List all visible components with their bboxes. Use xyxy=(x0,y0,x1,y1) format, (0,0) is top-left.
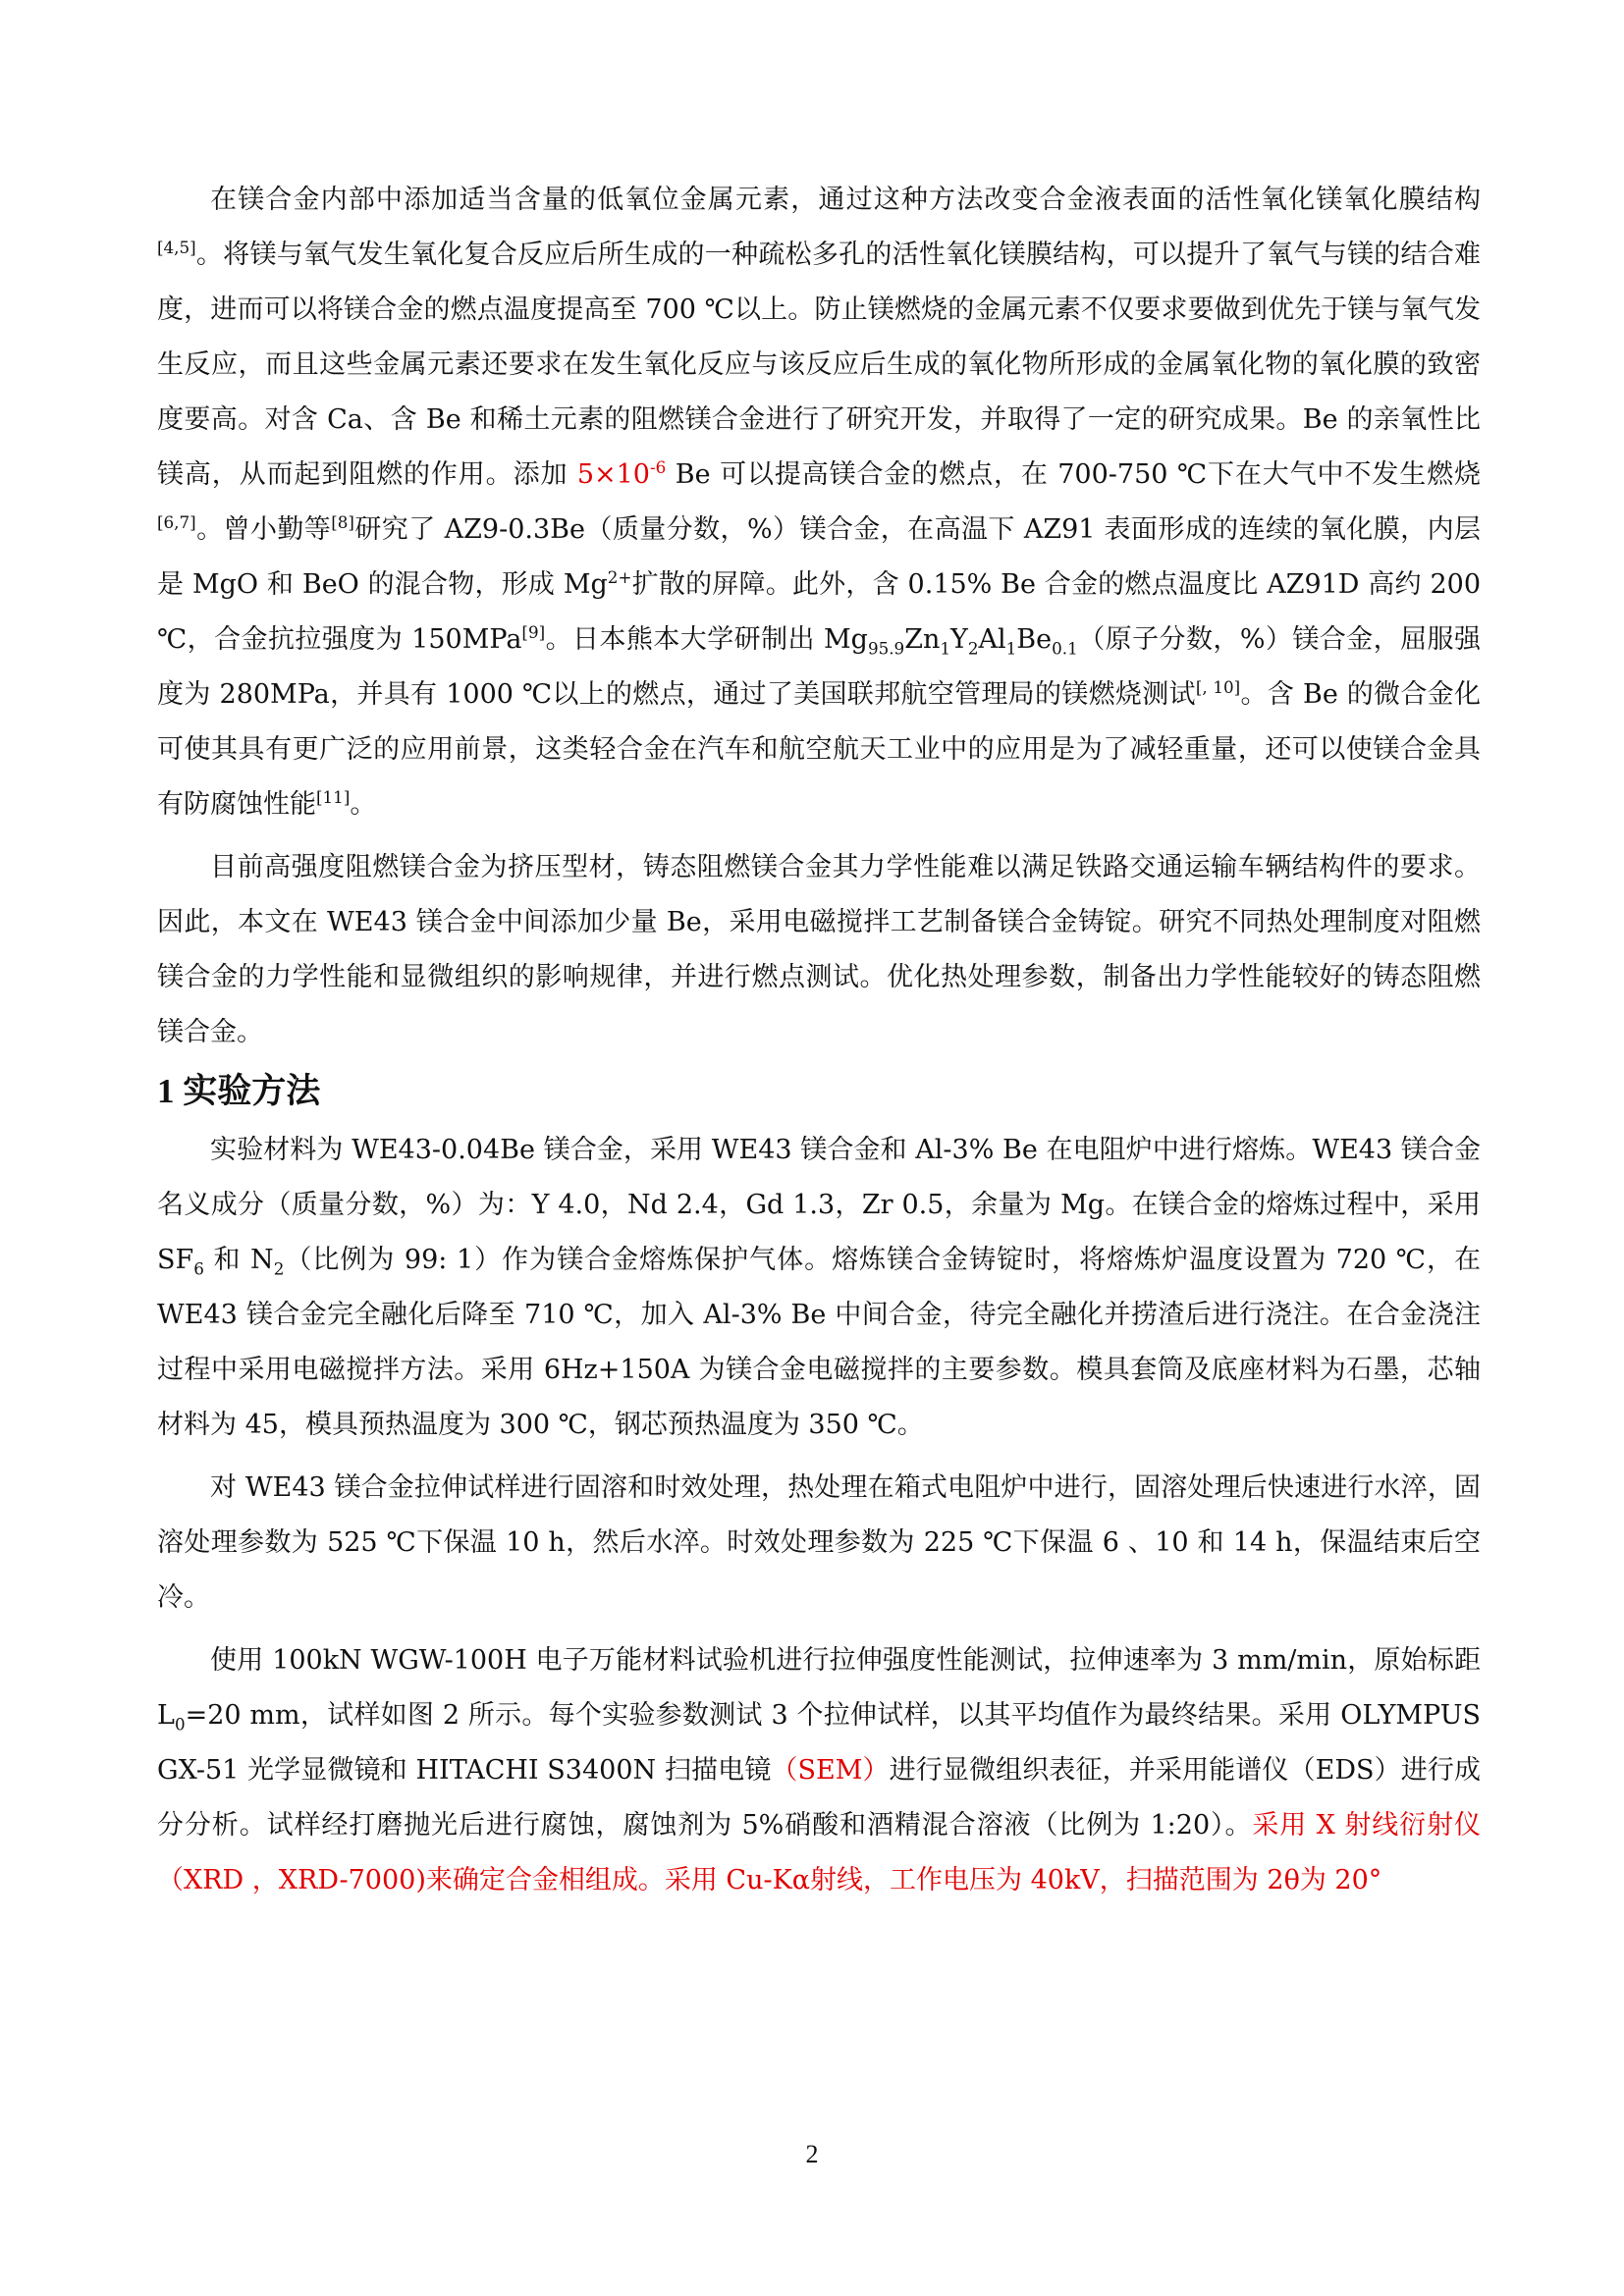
formula-subscript: 1 xyxy=(1005,638,1017,659)
text-run: （比例为 99: 1）作为镁合金熔炼保护气体。熔炼镁合金铸锭时，将熔炼炉温度设置为 720 ℃，在 WE43 镁合金完全融化后降至 710 ℃，加入 Al-3% Be 中间合金，待完全融化并捞渣后进行浇注。在合金浇注过程中采用电磁搅拌方法。采用 6Hz+150A 为镁合金电磁搅拌的主要参数。模具套筒及底座材料为石墨，芯轴材料为 45，模具预热温度为 300 ℃，钢芯预热温度为 350 ℃。 xyxy=(157,1245,1481,1440)
text-run: 。曾小勤等 xyxy=(195,514,332,545)
ion-charge: 2+ xyxy=(607,567,632,587)
text-run: 。 xyxy=(350,789,377,820)
formula-subscript: 95.9 xyxy=(867,638,905,659)
paragraph-materials-melting xyxy=(157,1123,1481,1453)
formula-subscript: 0.1 xyxy=(1052,638,1078,659)
formula-subscript: 0 xyxy=(174,1714,186,1735)
highlight-sem: （SEM） xyxy=(771,1755,890,1786)
text-run: =20 mm，试样如图 2 所示。每个实验参数测试 3 个拉伸试样，以其平均值作为最终结果。采用 OLYMPUS GX-51 光学显微镜和 HITACHI S3400N 扫描电镜 xyxy=(157,1700,1481,1786)
citation-ref: [9] xyxy=(521,622,546,642)
paragraph-research-purpose: 目前高强度阻燃镁合金为挤压型材，铸态阻燃镁合金其力学性能难以满足铁路交通运输车辆结构件的要求。因此，本文在 WE43 镁合金中间添加少量 Be，采用电磁搅拌工艺制备镁合金铸锭。研究不同热处理制度对阻燃镁合金的力学性能和显微组织的影响规律，并进行燃点测试。优化热处理参数，制备出力学性能较好的铸态阻燃镁合金。 xyxy=(157,852,1481,1047)
citation-ref: [8] xyxy=(331,512,354,532)
paragraph-heat-treatment: 对 WE43 镁合金拉伸试样进行固溶和时效处理，热处理在箱式电阻炉中进行，固溶处理后快速进行水淬，固溶处理参数为 525 ℃下保温 10 h，然后水淬。时效处理参数为 225 ℃下保温 6 、10 和 14 h，保温结束后空冷。 xyxy=(157,1472,1481,1613)
paragraph-flame-retardant-mechanism xyxy=(157,173,1481,832)
formula-element: Y xyxy=(950,624,968,655)
section-heading-experimental-method: 1 实验方法 xyxy=(157,1072,321,1110)
text-run: 在镁合金内部中添加适当含量的低氧位金属元素，通过这种方法改变合金液表面的活性氧化镁氧化膜结构 xyxy=(210,185,1481,215)
formula-element: Zn xyxy=(904,624,941,655)
text-run: 实验材料为 WE43-0.04Be 镁合金，采用 WE43 镁合金和 Al-3% Be 在电阻炉中进行熔炼。WE43 镁合金名义成分（质量分数，%）为：Y 4.0，Nd 2.4，Gd 1.3，Zr 0.5，余量为 Mg。在镁合金的熔炼过程中，采用 SF xyxy=(157,1135,1481,1275)
text-run: 。日本熊本大学研制出 Mg xyxy=(545,624,868,655)
citation-ref: [, 10] xyxy=(1195,677,1241,697)
highlight-xrd: 采用 X 射线衍射仪（XRD ，XRD-7000)来确定合金相组成。采用 Cu-Kα射线，工作电压为 40kV，扫描范围为 2θ为 20° xyxy=(157,1810,1481,1896)
page-number: 2 xyxy=(805,2140,819,2168)
formula-element: Al xyxy=(978,624,1006,655)
paragraph-testing-characterization xyxy=(157,1633,1481,1908)
concentration-exponent: -6 xyxy=(650,457,667,477)
text-run: （原子分数，%）镁合金，屈服强度为 280MPa，并具有 1000 ℃以上的燃点，通过了美国联邦航空管理局的镁燃烧测试 xyxy=(157,624,1481,710)
formula-subscript: 6 xyxy=(193,1258,204,1279)
text-run: Be 可以提高镁合金的燃点，在 700-750 ℃下在大气中不发生燃烧 xyxy=(666,459,1481,490)
citation-ref: [4,5] xyxy=(157,238,196,257)
formula-element: Be xyxy=(1016,624,1053,655)
text-run: 。含 Be 的微合金化可使其具有更广泛的应用前景，这类轻合金在汽车和航空航天工业中的应用是为了减轻重量，还可以使镁合金具有防腐蚀性能 xyxy=(157,679,1481,820)
formula-subscript: 1 xyxy=(940,638,951,659)
formula-subscript: 2 xyxy=(967,638,979,659)
highlight-concentration xyxy=(577,459,666,490)
formula-subscript: 2 xyxy=(273,1258,285,1279)
text-run: 扩散的屏障。此外，含 0.15% Be 合金的燃点温度比 AZ91D 高约 200 ℃，合金抗拉强度为 150MPa xyxy=(157,569,1481,655)
text-run: 进行显微组织表征，并采用能谱仪（EDS）进行成分分析。试样经打磨抛光后进行腐蚀，腐蚀剂为 5%硝酸和酒精混合溶液（比例为 1:20）。 xyxy=(157,1755,1481,1841)
text-run: 和 N xyxy=(203,1245,274,1275)
citation-ref: [6,7] xyxy=(157,512,196,532)
text-run: 研究了 AZ9-0.3Be（质量分数，%）镁合金，在高温下 AZ91 表面形成的连续的氧化膜，内层是 MgO 和 BeO 的混合物，形成 Mg xyxy=(157,514,1482,600)
body-text xyxy=(157,173,1481,1908)
text-run: 使用 100kN WGW-100H 电子万能材料试验机进行拉伸强度性能测试，拉伸速率为 3 mm/min，原始标距 L xyxy=(157,1645,1481,1731)
text-run: 。将镁与氧气发生氧化复合反应后所生成的一种疏松多孔的活性氧化镁膜结构，可以提升了氧气与镁的结合难度，进而可以将镁合金的燃点温度提高至 700 ℃以上。防止镁燃烧的金属元素不仅要求要做到优先于镁与氧气发生反应，而且这些金属元素还要求在发生氧化反应与该反应后生成的氧化物所形成的金属氧化物的氧化膜的致密度要高。对含 Ca、含 Be 和稀土元素的阻燃镁合金进行了研究开发，并取得了一定的研究成果。Be 的亲氧性比镁高，从而起到阻燃的作用。添加 xyxy=(157,240,1481,490)
concentration-base: 5×10 xyxy=(576,459,650,490)
citation-ref: [11] xyxy=(316,787,351,807)
